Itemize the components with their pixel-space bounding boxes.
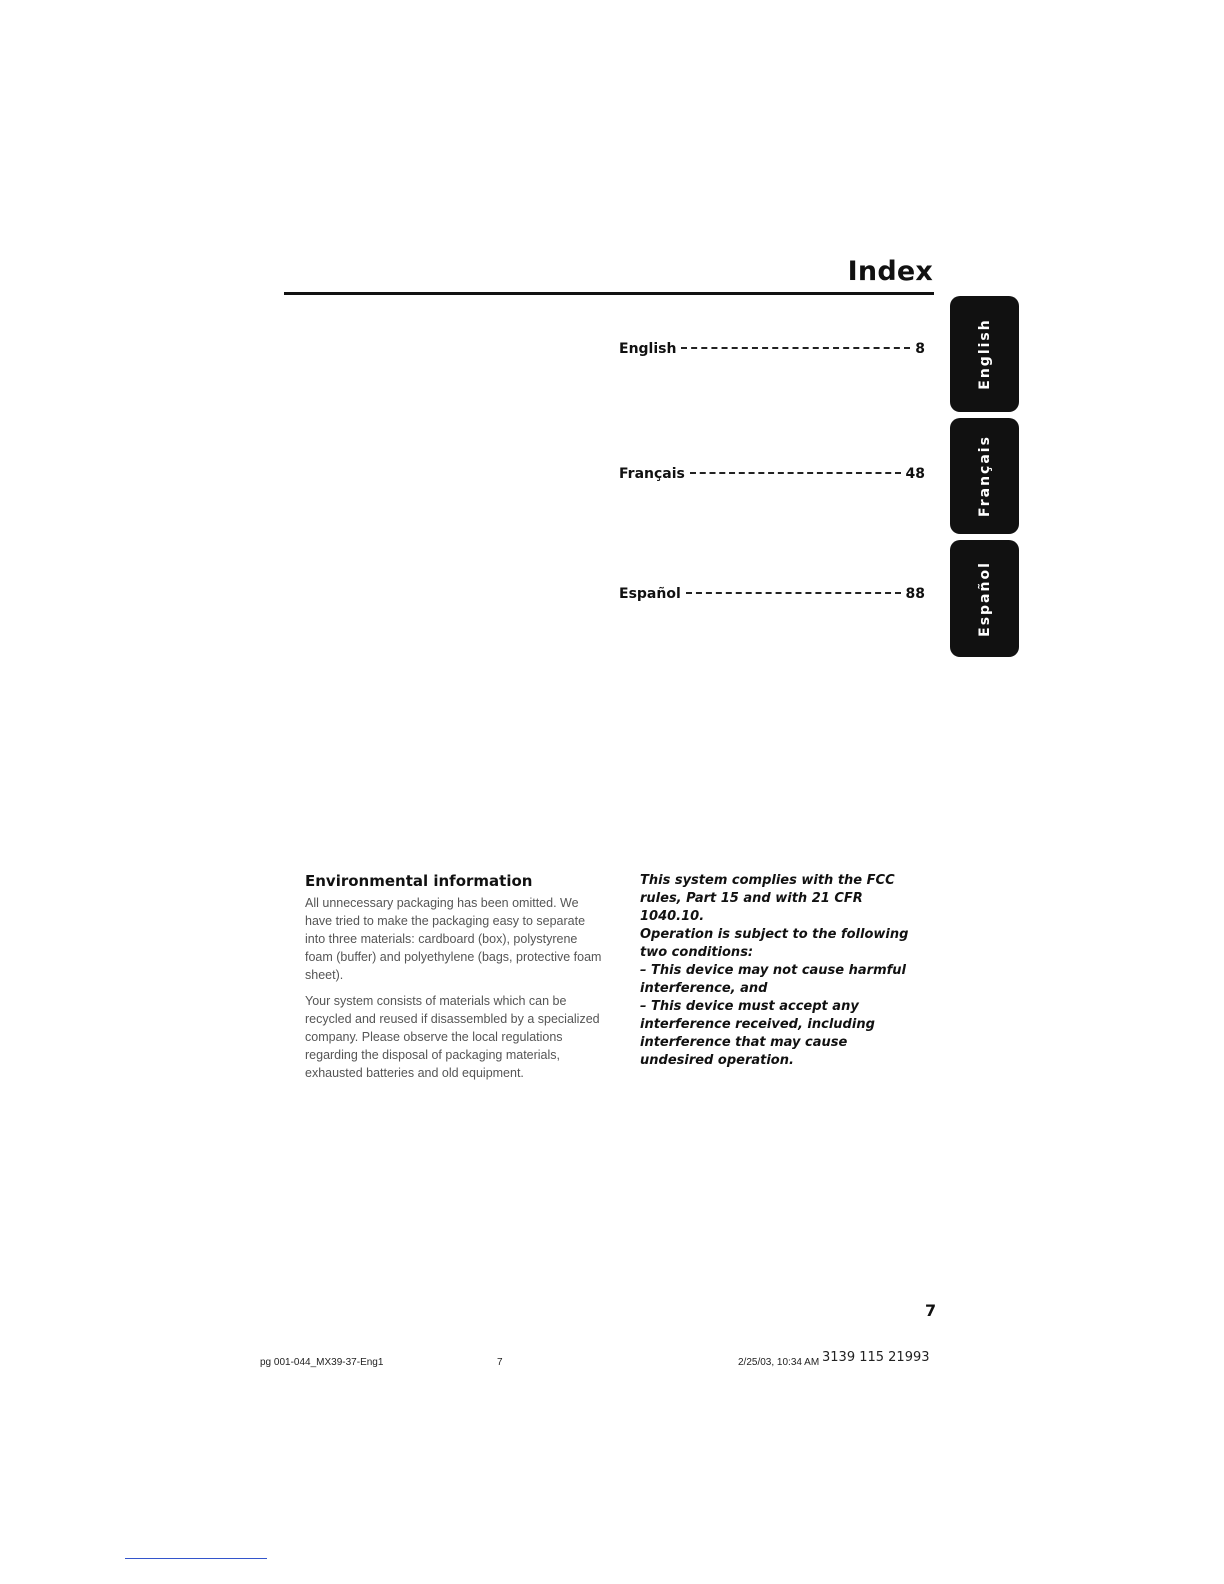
environmental-section bbox=[305, 872, 605, 1090]
footer-code: 3139 115 21993 bbox=[822, 1350, 930, 1365]
page-title: Index bbox=[847, 256, 933, 287]
toc-language: English bbox=[619, 341, 677, 357]
tab-espanol[interactable] bbox=[950, 540, 1019, 657]
toc-entry-english[interactable] bbox=[619, 341, 925, 363]
toc-page: 88 bbox=[905, 586, 925, 602]
footer-datetime: 2/25/03, 10:34 AM bbox=[738, 1357, 820, 1368]
toc-entry-francais[interactable] bbox=[619, 466, 925, 488]
fcc-line: – This device may not cause harmful interference, and bbox=[640, 963, 906, 996]
tab-label: English bbox=[976, 318, 993, 390]
fcc-line: This system complies with the FCC rules, Part 15 and with 21 CFR 1040.10. bbox=[640, 873, 895, 924]
tab-francais[interactable] bbox=[950, 418, 1019, 534]
page-number: 7 bbox=[925, 1301, 937, 1320]
environmental-paragraph: Your system consists of materials which can be recycled and reused if disassembled by a specialized company. Please observe the local regulations regarding the disposal of packaging materials, exhausted batteries and old equipment. bbox=[305, 994, 600, 1080]
toc-leader bbox=[686, 592, 901, 594]
toc-leader bbox=[690, 472, 901, 474]
environmental-paragraph: All unnecessary packaging has been omitted. We have tried to make the packaging easy to separate into three materials: cardboard (box), polystyrene foam (buffer) and polyethylene (bags, protective foam sheet). bbox=[305, 896, 602, 982]
toc-page: 8 bbox=[915, 341, 925, 357]
tab-label: Français bbox=[976, 435, 993, 517]
fcc-notice bbox=[640, 872, 925, 1070]
toc-entry-espanol[interactable] bbox=[619, 586, 925, 608]
footer-file: pg 001-044_MX39-37-Eng1 bbox=[260, 1357, 384, 1368]
toc-language: Español bbox=[619, 586, 681, 602]
environmental-heading: Environmental information bbox=[305, 872, 533, 890]
bottom-rule bbox=[125, 1558, 267, 1559]
footer-page: 7 bbox=[497, 1357, 503, 1368]
fcc-line: – This device must accept any interference received, including interference that may cause undesired operation. bbox=[640, 999, 875, 1068]
tab-english[interactable] bbox=[950, 296, 1019, 412]
toc-page: 48 bbox=[905, 466, 925, 482]
toc-language: Français bbox=[619, 466, 685, 482]
tab-label: Español bbox=[976, 560, 993, 637]
fcc-line: Operation is subject to the following two conditions: bbox=[640, 927, 909, 960]
toc-leader bbox=[681, 347, 910, 349]
title-rule bbox=[284, 292, 934, 295]
